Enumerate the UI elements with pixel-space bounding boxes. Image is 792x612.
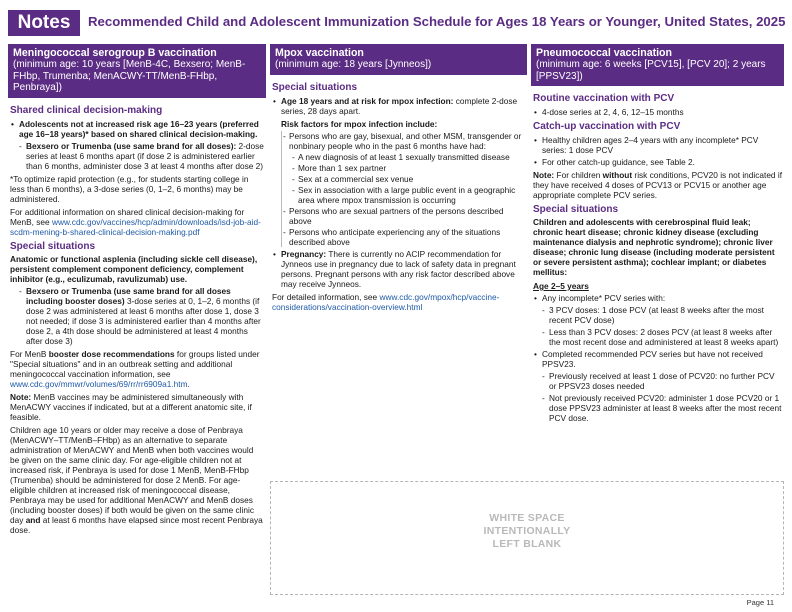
white-space-line: WHITE SPACE — [489, 512, 565, 524]
menb-shared-sub — [10, 141, 264, 171]
white-space-label — [271, 512, 783, 551]
mpox-header — [270, 44, 527, 75]
pcv-age-sub: - Less than 3 PCV doses: 2 doses PCV (at least 8 weeks after the most recent dose and administered at least 8 weeks apart) — [533, 327, 782, 347]
menb-special-sub-bold: Bexsero or Trumenba (use same brand for all doses including booster doses) — [26, 285, 231, 306]
pcv-catchup-bullet: • For other catch-up guidance, see Table 2. — [533, 157, 782, 167]
pcv-catchup-heading: Catch-up vaccination with PCV — [533, 121, 681, 132]
mpox-detail-text: For detailed information, see — [272, 291, 380, 302]
mpox-detail — [272, 292, 525, 312]
menb-info-link[interactable]: www.cdc.gov/vaccines/hcp/admin/downloads/isd-job-aid-scdm-mening-b-shared-clinical-decision-making.pdf — [10, 216, 261, 237]
mpox-detail-link[interactable]: www.cdc.gov/mpox/hcp/vaccine-considerations/vaccination-overview.html — [272, 291, 500, 312]
pcv-subtitle: (minimum age: 6 weeks [PCV15], [PCV 20]; 2 years [PPSV23]) — [536, 59, 766, 82]
mpox-risk-subitem: - Sex in association with a large public event in a geographic area where mpox transmission is occurring — [282, 185, 525, 205]
menb-info — [10, 207, 264, 237]
pcv-age-bullet: • Completed recommended PCV series but have not received PPSV23. — [533, 349, 782, 369]
menb-special-sub-text: 3-dose series at 0, 1–2, 6 months (if dose 2 was administered at least 6 months after dose 1, dose 3 not needed; if dose 3 is administered earlier than 4 months after dose 2, a 4th dose should be administered at least 4 months after dose 3) — [26, 295, 261, 346]
menb-special-sub — [10, 286, 264, 346]
mpox-title: Mpox vaccination — [275, 47, 364, 59]
pcv-header — [531, 44, 784, 86]
page-title: Recommended Child and Adolescent Immunization Schedule for Ages 18 Years or Younger, United States, 2025 — [88, 14, 786, 29]
menb-penbraya-bold: and — [25, 514, 41, 525]
white-space-box — [270, 481, 784, 595]
pcv-age-bullet: • Any incomplete* PCV series with: — [533, 293, 782, 303]
pcv-age-sub: - 3 PCV doses: 1 dose PCV (at least 8 weeks after the most recent PCV dose) — [533, 305, 782, 325]
menb-booster-a: For MenB — [10, 348, 49, 359]
pcv-age-heading: Age 2–5 years — [533, 281, 589, 291]
menb-penbraya-b: at least 6 months have elapsed since most recent Penbraya dose. — [10, 514, 263, 535]
menb-header — [8, 44, 266, 98]
pcv-special-conditions: Children and adolescents with cerebrospinal fluid leak; chronic heart disease; chronic kidney disease (excluding maintenance dialysis and nephrotic syndrome); chronic liver disease; chronic lung disease (including moderate persistent or severe persistent asthma); cochlear implant; or diabetes mellitus: — [533, 217, 775, 277]
menb-note — [10, 392, 264, 422]
pcv-catchup-bullet: • Healthy children ages 2–4 years with any incomplete* PCV series: 1 dose PCV — [533, 135, 782, 155]
menb-shared-bullet: • Adolescents not at increased risk age 16–23 years (preferred age 16–18 years)* based on shared clinical decision-making. — [10, 119, 264, 139]
white-space-line: LEFT BLANK — [492, 538, 562, 550]
mpox-risk-subitem: - More than 1 sex partner — [282, 163, 525, 173]
pcv-note-b: risk conditions, PCV20 is not indicated if they have received 4 doses of PCV13 or PCV15 or another age appropriate complete PCV series. — [533, 170, 783, 200]
mpox-bullet-age-bold: Age 18 years and at risk for mpox infection: — [281, 95, 454, 106]
menb-subtitle: (minimum age: 10 years [MenB-4C, Bexsero; MenB-FHbp, Trumenba; MenACWY-TT/MenB-FHbp, Penbraya]) — [13, 59, 246, 93]
mpox-bullet-age-text: complete 2-dose series, 28 days apart. — [281, 95, 518, 116]
pcv-age-sub: - Not previously received PCV20: administer 1 dose PCV20 or 1 dose PPSV23 administer at least 8 weeks after the most recent PCV dose. — [533, 393, 782, 423]
menb-title: Meningococcal serogroup B vaccination — [13, 47, 217, 59]
menb-info-text: For additional information on shared clinical decision-making for MenB, see — [10, 206, 245, 227]
mpox-risk-item: - Persons who are gay, bisexual, and other MSM, transgender or nonbinary people who in the past 6 months have had: — [282, 131, 525, 151]
mpox-pregnancy-text: There is currently no ACIP recommendation for Jynneos use in pregnancy due to lack of safety data in pregnant persons. Pregnant persons with any risk factor described above may receive Jynneos. — [281, 248, 516, 289]
menb-note-label: Note: — [10, 391, 32, 402]
mpox-bullet-age — [272, 96, 525, 116]
mpox-pregnancy-bold: Pregnancy: — [281, 248, 327, 259]
menb-booster-end: . — [187, 378, 190, 389]
mpox-risk-item: - Persons who anticipate experiencing any of the situations described above — [282, 227, 525, 247]
menb-note-text: MenB vaccines may be administered simultaneously with MenACWY vaccines if indicated, but at a different anatomic site, if feasible. — [10, 391, 252, 422]
menb-special-heading: Special situations — [10, 240, 96, 252]
mpox-column — [270, 44, 527, 312]
menb-shared-sub-text: 2-dose series at least 6 months apart (if dose 2 is administered earlier than 6 months, administer dose 3 at least 4 months after dose 2) — [26, 140, 264, 171]
pcv-column — [531, 44, 784, 423]
pcv-title: Pneumococcal vaccination — [536, 47, 673, 59]
pcv-note — [533, 170, 782, 200]
notes-badge: Notes — [8, 10, 80, 36]
menb-penbraya — [10, 425, 264, 535]
mpox-risk-heading: Risk factors for mpox infection include: — [281, 118, 438, 129]
pcv-note-bold: without — [602, 170, 633, 180]
white-space-line: INTENTIONALLY — [483, 525, 571, 537]
menb-booster-b: for groups listed under "Special situations" and in an outbreak setting and additional meningococcal vaccination information, see — [10, 348, 260, 379]
page-number: Page 11 — [746, 598, 774, 607]
menb-shared-heading: Shared clinical decision-making — [10, 104, 163, 116]
pcv-special-heading: Special situations — [533, 204, 619, 215]
pcv-note-a: For children — [554, 170, 603, 180]
mpox-risk-subitem: - A new diagnosis of at least 1 sexually transmitted disease — [282, 152, 525, 162]
pcv-note-label: Note: — [533, 170, 555, 180]
pcv-routine-heading: Routine vaccination with PCV — [533, 93, 675, 104]
menb-shared-sub-bold: Bexsero or Trumenba (use same brand for all doses): — [26, 140, 237, 151]
mpox-risk-item: - Persons who are sexual partners of the persons described above — [282, 206, 525, 226]
mpox-bullet-pregnancy — [272, 249, 525, 289]
menb-column — [8, 44, 266, 535]
pcv-routine-bullet: • 4-dose series at 2, 4, 6, 12–15 months — [533, 107, 782, 117]
mpox-subtitle: (minimum age: 18 years [Jynneos]) — [275, 59, 432, 70]
page-header — [0, 0, 792, 44]
menb-booster — [10, 349, 264, 389]
menb-booster-link[interactable]: www.cdc.gov/mmwr/volumes/69/rr/rr6909a1.htm — [10, 378, 188, 389]
menb-penbraya-a: Children age 10 years or older may receive a dose of Penbraya (MenACWY–TT/MenB–FHbp) as an alternative to separate administration of MenACWY and MenB when both vaccines would be given on the same clinic day. For age-eligible children not at increased risk, if Penbraya is used for dose 1 MenB, MenB-FHbp (Trumenba) should be administered for dose 2 MenB. For age-eligible children at increased risk of meningococcal disease, Penbraya may be used for additional MenACWY and MenB doses (including booster doses) if both would be given on the same clinic day — [10, 424, 254, 525]
menb-footnote: *To optimize rapid protection (e.g., for students starting college in less than 6 months), a 3-dose series (0, 1–2, 6 months) may be administered. — [10, 173, 249, 204]
mpox-risk-list — [281, 131, 525, 247]
menb-special-conditions: Anatomic or functional asplenia (including sickle cell disease), persistent complement component deficiency, complement inhibitor (e.g., eculizumab, ravulizumab) use. — [10, 253, 258, 284]
menb-booster-bold: booster dose recommendations — [48, 348, 175, 359]
mpox-risk-subitem: - Sex at a commercial sex venue — [282, 174, 525, 184]
pcv-age-sub: - Previously received at least 1 dose of PCV20: no further PCV or PPSV23 doses needed — [533, 371, 782, 391]
mpox-special-heading: Special situations — [272, 81, 358, 93]
